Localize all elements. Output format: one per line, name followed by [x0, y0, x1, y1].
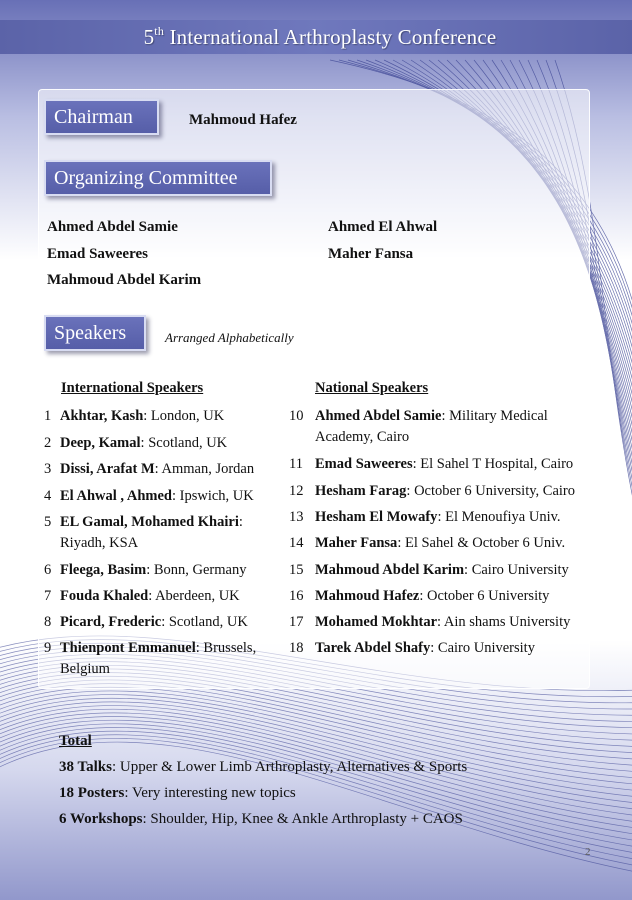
speaker-affiliation: : Amman, Jordan: [154, 461, 255, 477]
speaker-row: [44, 638, 274, 680]
total-desc: : Shoulder, Hip, Knee & Ankle Arthroplasty + CAOS: [142, 811, 463, 827]
speaker-entry: [315, 533, 594, 554]
total-count: 6 Workshops: [59, 811, 143, 827]
speaker-affiliation: : October 6 University: [419, 588, 550, 604]
committee-member: Mahmoud Abdel Karim: [47, 272, 202, 288]
total-row: [59, 759, 619, 776]
speaker-number: 10: [289, 408, 304, 424]
speaker-affiliation: : Ipswich, UK: [172, 488, 254, 504]
speaker-entry: [315, 560, 594, 581]
speaker-affiliation: : Ain shams University: [437, 614, 571, 630]
speaker-name: Thienpont Emmanuel: [60, 640, 196, 656]
national-heading: National Speakers: [315, 380, 429, 396]
speaker-number: 16: [289, 588, 304, 604]
speaker-entry: [315, 406, 594, 448]
speaker-row: [44, 586, 274, 607]
speaker-affiliation: : Military Medical Academy, Cairo: [315, 408, 548, 445]
speaker-affiliation: : Bonn, Germany: [146, 562, 247, 578]
speaker-number: 18: [289, 640, 304, 656]
speaker-name: Hesham El Mowafy: [315, 509, 438, 525]
speaker-name: Akhtar, Kash: [60, 408, 144, 424]
speaker-number: 9: [44, 640, 52, 656]
speaker-entry: [315, 507, 594, 528]
speaker-name: Maher Fansa: [315, 535, 398, 551]
speaker-row: [44, 512, 274, 554]
speaker-row: [289, 560, 594, 581]
speaker-name: El Ahwal , Ahmed: [60, 488, 172, 504]
speaker-row: [44, 459, 274, 480]
speaker-entry: [315, 481, 594, 502]
speaker-row: [289, 612, 594, 633]
speaker-number: 12: [289, 483, 304, 499]
speaker-entry: [315, 638, 594, 659]
speaker-number: 17: [289, 614, 304, 630]
speaker-row: [44, 560, 274, 581]
speaker-name: Ahmed Abdel Samie: [315, 408, 442, 424]
speaker-name: Deep, Kamal: [60, 435, 141, 451]
speaker-affiliation: : Aberdeen, UK: [148, 588, 240, 604]
speaker-number: 8: [44, 614, 52, 630]
total-row: [59, 785, 619, 802]
speaker-entry: [315, 454, 594, 475]
speaker-number: 15: [289, 562, 304, 578]
speaker-row: [289, 586, 594, 607]
chairman-label: Chairman: [44, 99, 159, 135]
total-heading: Total: [59, 733, 92, 749]
speaker-name: Fouda Khaled: [60, 588, 149, 604]
speaker-affiliation: : Cairo University: [430, 640, 535, 656]
speaker-name: EL Gamal, Mohamed Khairi: [60, 514, 239, 530]
speaker-number: 6: [44, 562, 52, 578]
speaker-entry: [60, 433, 274, 454]
speaker-number: 1: [44, 408, 52, 424]
total-count: 38 Talks: [59, 759, 112, 775]
title-superscript: th: [154, 24, 165, 38]
speaker-entry: [60, 586, 274, 607]
speaker-number: 13: [289, 509, 304, 525]
speaker-affiliation: : El Menoufiya Univ.: [437, 509, 561, 525]
speaker-entry: [60, 560, 274, 581]
speakers-label: Speakers: [44, 315, 146, 351]
speaker-name: Mahmoud Hafez: [315, 588, 420, 604]
speaker-row: [44, 486, 274, 507]
speaker-row: [289, 481, 594, 502]
speaker-entry: [315, 586, 594, 607]
page-title: [136, 24, 497, 50]
speaker-affiliation: : London, UK: [143, 408, 225, 424]
speaker-number: 4: [44, 488, 52, 504]
speaker-entry: [315, 612, 594, 633]
speaker-name: Mahmoud Abdel Karim: [315, 562, 465, 578]
speaker-row: [44, 612, 274, 633]
speaker-affiliation: : Riyadh, KSA: [60, 514, 243, 551]
total-row: [59, 811, 619, 828]
speaker-name: Mohamed Mokhtar: [315, 614, 438, 630]
title-number: 5: [143, 25, 155, 49]
speaker-row: [289, 454, 594, 475]
speaker-number: 11: [289, 456, 303, 472]
speaker-entry: [60, 638, 274, 680]
speaker-entry: [60, 512, 274, 554]
speaker-affiliation: : October 6 University, Cairo: [406, 483, 576, 499]
speaker-entry: [60, 406, 274, 427]
speaker-number: 2: [44, 435, 52, 451]
title-rest: International Arthroplasty Conference: [164, 25, 497, 49]
speaker-entry: [60, 612, 274, 633]
speaker-row: [289, 507, 594, 528]
speaker-number: 3: [44, 461, 52, 477]
committee-member: Ahmed Abdel Samie: [47, 219, 178, 235]
committee-member: Ahmed El Ahwal: [328, 219, 438, 235]
speaker-affiliation: : El Sahel T Hospital, Cairo: [412, 456, 574, 472]
speaker-entry: [60, 459, 274, 480]
speaker-affiliation: : Cairo University: [464, 562, 569, 578]
committee-member: Emad Saweeres: [47, 246, 148, 262]
committee-member: Maher Fansa: [328, 246, 414, 262]
speaker-name: Emad Saweeres: [315, 456, 413, 472]
chairman-name: Mahmoud Hafez: [189, 112, 297, 128]
speaker-number: 7: [44, 588, 52, 604]
speaker-affiliation: : Scotland, UK: [140, 435, 228, 451]
total-count: 18 Posters: [59, 785, 125, 801]
speaker-row: [44, 406, 274, 427]
speaker-affiliation: : Scotland, UK: [161, 614, 248, 630]
page-number: 2: [585, 846, 591, 858]
speaker-affiliation: : El Sahel & October 6 Univ.: [397, 535, 566, 551]
speaker-name: Hesham Farag: [315, 483, 407, 499]
total-desc: : Upper & Lower Limb Arthroplasty, Alternatives & Sports: [111, 759, 468, 775]
international-heading: International Speakers: [61, 380, 204, 396]
speaker-name: Tarek Abdel Shafy: [315, 640, 431, 656]
speaker-row: [289, 406, 594, 448]
speaker-row: [289, 533, 594, 554]
arranged-note: Arranged Alphabetically: [165, 330, 294, 345]
speaker-entry: [60, 486, 274, 507]
committee-label: Organizing Committee: [44, 160, 272, 196]
speaker-row: [289, 638, 594, 659]
speaker-number: 5: [44, 514, 52, 530]
speaker-name: Fleega, Basim: [60, 562, 147, 578]
speaker-number: 14: [289, 535, 304, 551]
speaker-name: Dissi, Arafat M: [60, 461, 155, 477]
speaker-affiliation: : Brussels, Belgium: [60, 640, 257, 677]
speaker-row: [44, 433, 274, 454]
speaker-name: Picard, Frederic: [60, 614, 162, 630]
title-bar: [0, 20, 632, 54]
total-desc: : Very interesting new topics: [124, 785, 296, 801]
